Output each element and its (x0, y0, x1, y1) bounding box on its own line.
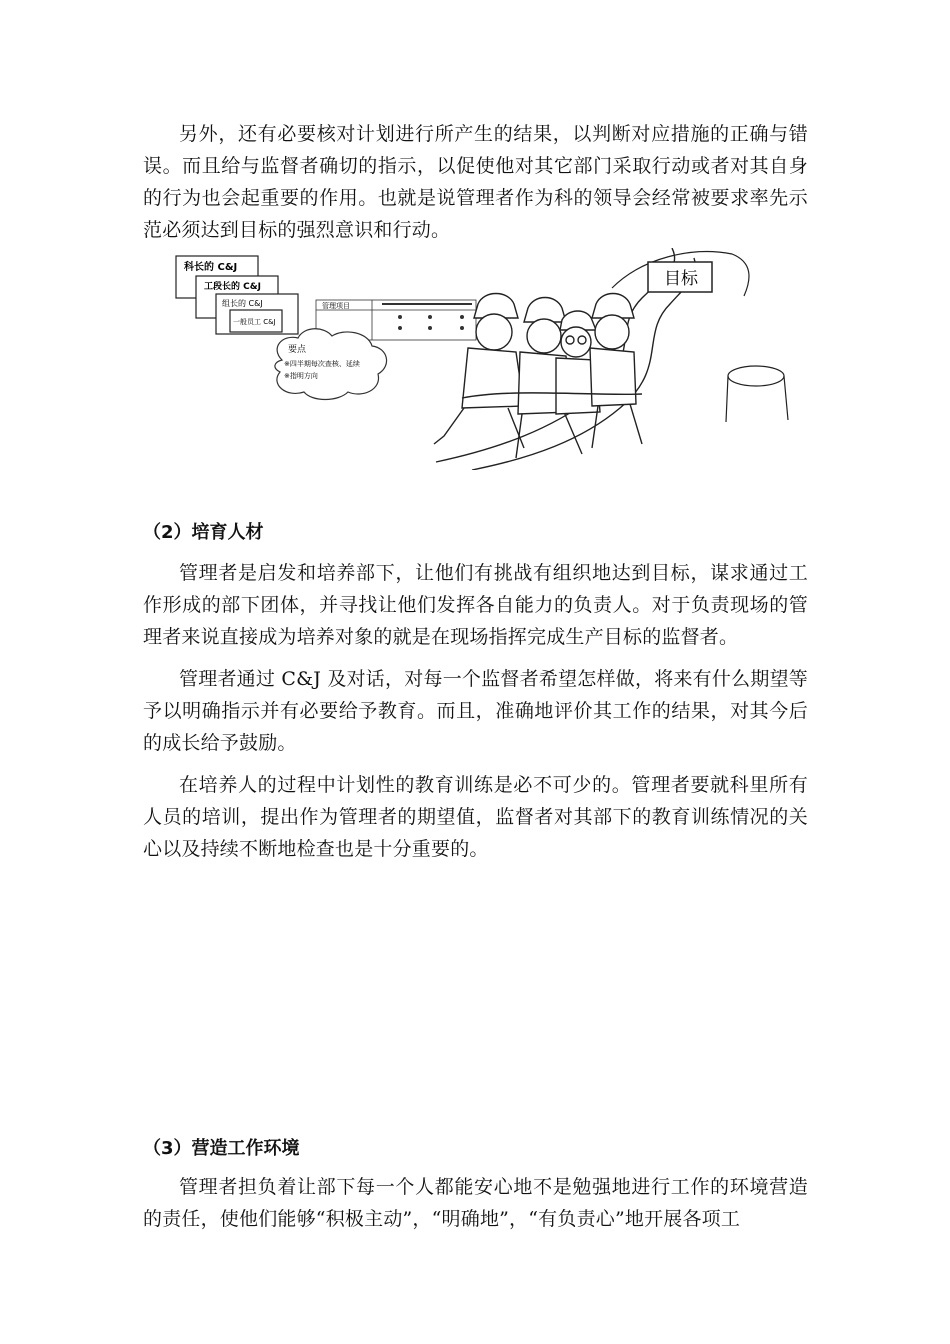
paragraph-talent-2: 管理者通过 C&J 及对话，对每一个监督者希望怎样做，将来有什么期望等予以明确指示并有必要给予教育。而且，准确地评价其工作的结果，对其今后的成长给予鼓励。 (143, 668, 808, 754)
cloud-title: 要点 (288, 345, 307, 355)
paragraph-talent-3: 在培养人的过程中计划性的教育训练是必不可少的。管理者要就科里所有人员的培训，提出作为管理者的期望值，监督者对其部下的教育训练情况的关心以及持续不断地检查也是十分重要的。 (143, 774, 808, 860)
table-marks (382, 303, 472, 330)
paragraph-environment: 管理者担负着让部下每一个人都能安心地不是勉强地进行工作的环境营造的责任，使他们能够“积极主动”，“明确地”，“有负责心”地开展各项工 (143, 1176, 808, 1230)
worker-1 (434, 294, 524, 449)
heading-develop-talent: （2）培育人材 (143, 522, 264, 543)
illustration-team-to-goal (172, 248, 790, 470)
card-label-1: 科长的 C&J (184, 262, 238, 273)
cloud-line-1: ※四半期每次查核、延续 (284, 360, 360, 368)
card-label-2: 工段长的 C&J (204, 282, 261, 292)
paragraph-talent-1: 管理者是启发和培养部下，让他们有挑战有组织地达到目标，谋求通过工作形成的部下团体，并寻找让他们发挥各自能力的负责人。对于负责现场的管理者来说直接成为培养对象的就是在现场指挥完成生产目标的监督者。 (143, 562, 808, 648)
card-label-3: 组长的 C&J (222, 299, 263, 308)
paragraph-intro: 另外，还有必要核对计划进行所产生的结果，以判断对应措施的正确与错误。而且给与监督者确切的指示，以促使他对其它部门采取行动或者对其自身的行为也会起重要的作用。也就是说管理者作为科的领导会经常被要求率先示范必须达到目标的强烈意识和行动。 (143, 123, 808, 241)
card-label-4: 一般员工 C&J (233, 318, 276, 326)
goal-label: 目标 (664, 269, 698, 289)
goal-stump (728, 366, 784, 386)
table-header: 管理项目 (322, 302, 350, 310)
workers-group (434, 294, 642, 459)
heading-work-environment: （3）营造工作环境 (143, 1138, 300, 1159)
cloud-line-2: ※指明方向 (284, 372, 318, 380)
